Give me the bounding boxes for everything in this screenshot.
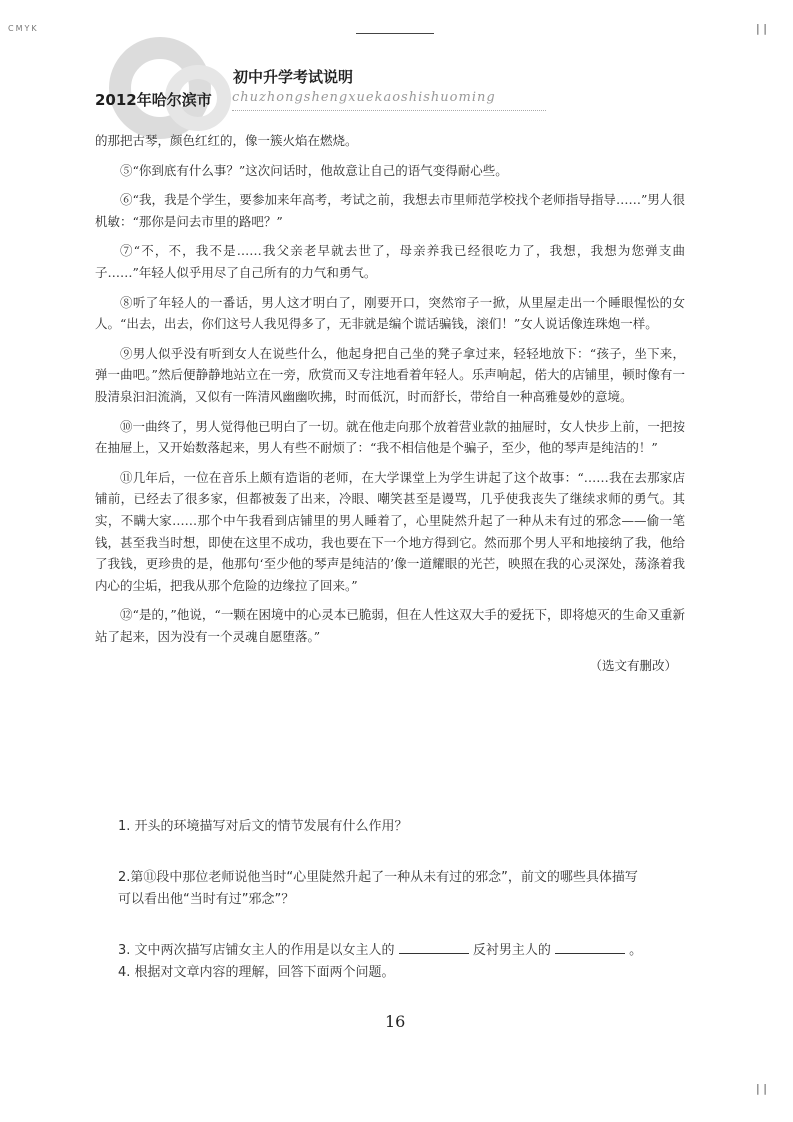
page-number: 16 xyxy=(385,1012,406,1031)
passage-paragraph-7: ⑦“不，不，我不是……我父亲老早就去世了，母亲养我已经很吃力了，我想，我想为您弹支曲子……”年轻人似乎用尽了自己所有的力气和勇气。 xyxy=(95,243,685,280)
header-title: 初中升学考试说明 xyxy=(233,68,354,86)
crop-mark-top-right: | | xyxy=(756,22,767,35)
questions xyxy=(118,816,678,984)
question-2-line-1: 2.第⑪段中那位老师说他当时“心里陡然升起了一种从未有过的邪念”，前文的哪些具体描写 xyxy=(118,870,638,885)
passage-paragraph-start: 的那把古琴，颜色红红的，像一簇火焰在燃烧。 xyxy=(95,133,358,148)
passage-paragraph-12: ⑫“是的，”他说，“一颗在困境中的心灵本已脆弱，但在人性这双大手的爱抚下，即将熄灭的生命又重新站了起来，因为没有一个灵魂自愿堕落。” xyxy=(95,607,685,644)
top-rule xyxy=(356,33,434,34)
question-3-end: 。 xyxy=(629,943,643,958)
passage-paragraph-8: ⑧听了年轻人的一番话，男人这才明白了，刚要开口，突然帘子一掀，从里屋走出一个睡眼惺忪的女人。“出去，出去，你们这号人我见得多了，无非就是编个谎话骗钱，滚们！”女人说话像连珠炮一样。 xyxy=(95,294,685,332)
passage-paragraph-11: ⑪几年后，一位在音乐上颇有造诣的老师，在大学课堂上为学生讲起了这个故事：“……我在去那家店铺前，已经去了很多家，但都被轰了出来，冷眼、嘲笑甚至是谩骂，几乎使我丧失了继续求师的勇气。其实，不瞒大家……那个中午我看到店铺里的男人睡着了，心里陡然升起了一种从未有过的邪念——偷一笔钱，甚至我当时想，即使在这里不成功，我也要在下一个地方得到它。然而那个男人平和地接纳了我，他给了我钱，更珍贵的是，他那句‘至少他的琴声是纯洁的’像一道耀眼的光芒，映照在我的心灵深处，荡涤着我内心的尘垢，把我从那个危险的边缘拉了回来。” xyxy=(95,469,685,593)
passage-paragraph-6: ⑥“我，我是个学生，要参加来年高考，考试之前，我想去市里师范学校找个老师指导指导……”男人很机敏：“那你是问去市里的路吧？” xyxy=(95,192,685,229)
header-pinyin: chuzhongshengxuekaoshishuoming xyxy=(232,90,496,105)
header-rule xyxy=(232,110,546,111)
crop-code: CMYK xyxy=(8,24,39,33)
crop-mark-bottom-right: | | xyxy=(756,1082,767,1095)
passage-paragraph-5: ⑤“你到底有什么事？”这次问话时，他故意让自己的语气变得耐心些。 xyxy=(120,162,508,178)
header-year-city: 2012年哈尔滨市 xyxy=(95,91,212,109)
passage-paragraph-10: ⑩一曲终了，男人觉得他已明白了一切。就在他走向那个放着营业款的抽屉时，女人快步上前，一把按在抽屉上，又开始数落起来，男人有些不耐烦了：“我不相信他是个骗子，至少，他的琴声是纯洁的！” xyxy=(95,418,685,456)
passage xyxy=(95,130,685,685)
question-3-part-2: 反衬男主人的 xyxy=(472,943,551,958)
source-note: （选文有删改） xyxy=(589,658,677,674)
answer-blank-1[interactable] xyxy=(399,941,469,954)
question-2-line-2: 可以看出他“当时有过”邪念”？ xyxy=(118,892,295,907)
question-4: 4. 根据对文章内容的理解，回答下面两个问题。 xyxy=(118,965,395,980)
passage-paragraph-9: ⑨男人似乎没有听到女人在说些什么，他起身把自己坐的凳子拿过来，轻轻地放下：“孩子，坐下来，弹一曲吧。”然后便静静地站立在一旁，欣赏而又专注地看着年轻人。乐声响起，偌大的店铺里，顿时像有一股清泉汩汩流淌，又似有一阵清风幽幽吹拂，时而低沉，时而舒长，带给自一种高雅曼妙的意境。 xyxy=(95,345,685,404)
question-3 xyxy=(118,940,678,962)
question-3-part-1: 3. 文中两次描写店铺女主人的作用是以女主人的 xyxy=(118,943,395,958)
question-1: 1. 开头的环境描写对后文的情节发展有什么作用？ xyxy=(118,819,408,834)
answer-blank-2[interactable] xyxy=(555,941,625,954)
